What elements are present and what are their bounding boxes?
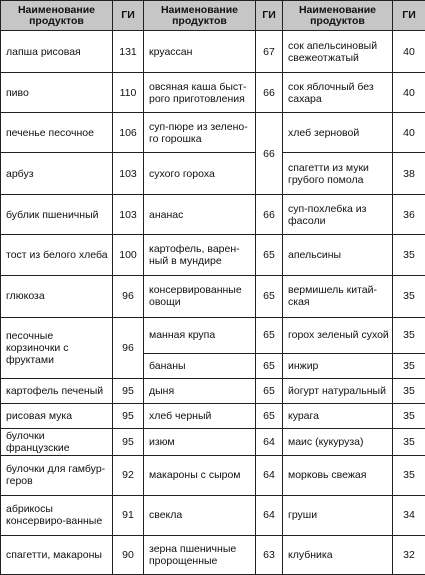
gi-value: 35 xyxy=(393,429,425,455)
product-name: манная крупа xyxy=(144,317,256,353)
product-name: суп-похлебка из фасоли xyxy=(283,195,393,235)
table-row xyxy=(1,429,425,455)
table-row xyxy=(1,535,425,574)
gi-value: 96 xyxy=(113,317,144,378)
gi-value: 35 xyxy=(393,404,425,429)
product-name: картофель, варен-ный в мундире xyxy=(144,235,256,275)
gi-value: 92 xyxy=(113,455,144,495)
product-name: ананас xyxy=(144,195,256,235)
product-name: овсяная каша быст-рого приготовления xyxy=(144,73,256,113)
product-name: сок яблочный без сахара xyxy=(283,73,393,113)
product-name: йогурт натуральный xyxy=(283,378,393,403)
product-name: груши xyxy=(283,495,393,535)
gi-value: 35 xyxy=(393,235,425,275)
gi-value: 34 xyxy=(393,495,425,535)
product-name: хлеб зерновой xyxy=(283,113,393,153)
product-name: арбуз xyxy=(1,153,113,195)
product-name: хлеб черный xyxy=(144,404,256,429)
gi-value: 65 xyxy=(256,317,283,353)
product-name: инжир xyxy=(283,353,393,378)
product-name: спагетти, макароны xyxy=(1,535,113,574)
gi-value: 67 xyxy=(256,31,283,73)
table-row xyxy=(1,495,425,535)
product-name: зерна пшеничные пророщенные xyxy=(144,535,256,574)
gi-value: 35 xyxy=(393,317,425,353)
product-name: вермишель китай-ская xyxy=(283,275,393,317)
gi-value: 64 xyxy=(256,455,283,495)
gi-value: 35 xyxy=(393,455,425,495)
product-name: лапша рисовая xyxy=(1,31,113,73)
table-row xyxy=(1,113,425,153)
product-name: сок апельсиновый свежеотжатый xyxy=(283,31,393,73)
table-row xyxy=(1,235,425,275)
product-name: картофель печеный xyxy=(1,378,113,403)
gi-value: 66 xyxy=(256,113,283,195)
gi-value: 131 xyxy=(113,31,144,73)
gi-value: 35 xyxy=(393,353,425,378)
gi-value: 95 xyxy=(113,429,144,455)
product-name: спагетти из муки грубого помола xyxy=(283,153,393,195)
product-name: абрикосы консервиро-ванные xyxy=(1,495,113,535)
gi-value: 40 xyxy=(393,31,425,73)
table-row xyxy=(1,275,425,317)
gi-value: 66 xyxy=(256,73,283,113)
gi-value: 32 xyxy=(393,535,425,574)
product-name: консервированные овощи xyxy=(144,275,256,317)
header-name-col3: Наименование продуктов xyxy=(283,1,393,31)
product-name: песочные корзиночки с фруктами xyxy=(1,317,113,378)
gi-value: 95 xyxy=(113,404,144,429)
gi-value: 65 xyxy=(256,378,283,403)
gi-value: 65 xyxy=(256,353,283,378)
gi-value: 35 xyxy=(393,378,425,403)
product-name: курага xyxy=(283,404,393,429)
gi-value: 36 xyxy=(393,195,425,235)
gi-value: 91 xyxy=(113,495,144,535)
gi-value: 63 xyxy=(256,535,283,574)
table-row xyxy=(1,153,425,195)
gi-value: 64 xyxy=(256,429,283,455)
product-name: булочки французские xyxy=(1,429,113,455)
product-name: пиво xyxy=(1,73,113,113)
gi-value: 106 xyxy=(113,113,144,153)
product-name: рисовая мука xyxy=(1,404,113,429)
gi-value: 66 xyxy=(256,195,283,235)
product-name: клубника xyxy=(283,535,393,574)
gi-value: 65 xyxy=(256,275,283,317)
table-row xyxy=(1,73,425,113)
product-name: глюкоза xyxy=(1,275,113,317)
product-name: суп-пюре из зелено-го горошка xyxy=(144,113,256,153)
product-name: изюм xyxy=(144,429,256,455)
gi-value: 65 xyxy=(256,404,283,429)
gi-value: 96 xyxy=(113,275,144,317)
product-name: горох зеленый сухой xyxy=(283,317,393,353)
gi-value: 40 xyxy=(393,113,425,153)
header-name-col2: Наименование продуктов xyxy=(144,1,256,31)
table-row xyxy=(1,317,425,353)
table-row xyxy=(1,404,425,429)
product-name: апельсины xyxy=(283,235,393,275)
table-row xyxy=(1,31,425,73)
product-name: печенье песочное xyxy=(1,113,113,153)
gi-value: 35 xyxy=(393,275,425,317)
product-name: бананы xyxy=(144,353,256,378)
header-name-col1: Наименование продуктов xyxy=(1,1,113,31)
product-name: свекла xyxy=(144,495,256,535)
header-gi-col3: ГИ xyxy=(393,1,425,31)
gi-value: 110 xyxy=(113,73,144,113)
product-name: морковь свежая xyxy=(283,455,393,495)
gi-value: 64 xyxy=(256,495,283,535)
gi-value: 65 xyxy=(256,235,283,275)
gi-value: 103 xyxy=(113,153,144,195)
product-name: тост из белого хлеба xyxy=(1,235,113,275)
table-row xyxy=(1,378,425,403)
header-gi-col2: ГИ xyxy=(256,1,283,31)
table-row xyxy=(1,195,425,235)
product-name: дыня xyxy=(144,378,256,403)
gi-value: 38 xyxy=(393,153,425,195)
gi-value: 103 xyxy=(113,195,144,235)
table-row xyxy=(1,455,425,495)
gi-value: 40 xyxy=(393,73,425,113)
header-row xyxy=(1,1,425,31)
product-name: маис (кукуруза) xyxy=(283,429,393,455)
product-name: макароны с сыром xyxy=(144,455,256,495)
gi-value: 90 xyxy=(113,535,144,574)
product-name: круассан xyxy=(144,31,256,73)
product-name: бублик пшеничный xyxy=(1,195,113,235)
product-name: сухого гороха xyxy=(144,153,256,195)
gi-value: 95 xyxy=(113,378,144,403)
gi-value: 100 xyxy=(113,235,144,275)
header-gi-col1: ГИ xyxy=(113,1,144,31)
product-name: булочки для гамбур-геров xyxy=(1,455,113,495)
